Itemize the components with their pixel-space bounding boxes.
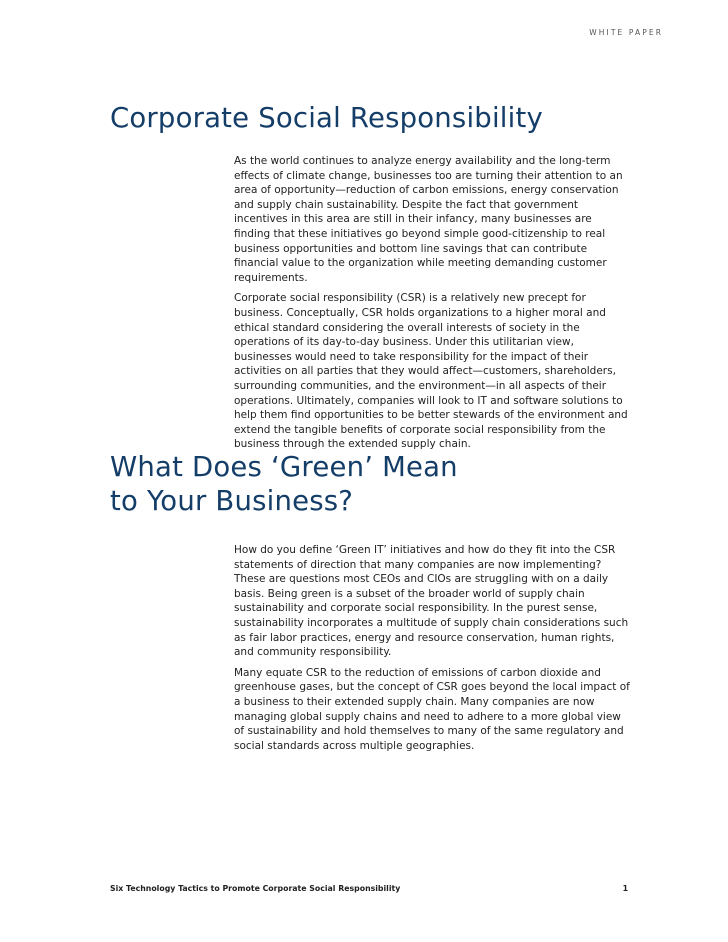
section-body-csr bbox=[234, 154, 630, 458]
section-body-green bbox=[234, 543, 630, 759]
document-type-label: WHITE PAPER bbox=[589, 28, 663, 37]
footer-title: Six Technology Tactics to Promote Corporate Social Responsibility bbox=[110, 884, 401, 893]
section-heading-green bbox=[110, 450, 458, 518]
paragraph: Corporate social responsibility (CSR) is a relatively new precept for business. Conceptually, CSR holds organizations to a higher moral and ethical standard considering the overall interests of society in the operations of its day-to-day business. Under this utilitarian view, businesses would need to take responsibility for the impact of their activities on all parties that they would affect—customers, shareholders, surrounding communities, and the environment—in all aspects of their operations. Ultimately, companies will look to IT and software solutions to help them find opportunities to be better stewards of the environment and extend the tangible benefits of corporate social responsibility from the business through the extended supply chain. bbox=[234, 292, 628, 451]
paragraph: How do you define ‘Green IT’ initiatives and how do they fit into the CSR statements of direction that many companies are now implementing? These are questions most CEOs and CIOs are struggling with on a daily basis. Being green is a subset of the broader world of supply chain sustainability and corporate social responsibility. In the purest sense, sustainability incorporates a multitude of supply chain considerations such as fair labor practices, energy and resource conservation, human rights, and community responsibility. bbox=[234, 544, 629, 659]
heading-line: to Your Business? bbox=[110, 485, 354, 517]
paragraph: As the world continues to analyze energy availability and the long-term effects of climate change, businesses too are turning their attention to an area of opportunity—reduction of carbon emissions, energy conservation and supply chain sustainability. Despite the fact that government incentives in this area are still in their infancy, many businesses are finding that these initiatives go beyond simple good-citizenship to real business opportunities and bottom line savings that can contribute financial value to the organization while meeting demanding customer requirements. bbox=[234, 155, 623, 284]
section-heading-csr: Corporate Social Responsibility bbox=[110, 102, 543, 134]
heading-line: What Does ‘Green’ Mean bbox=[110, 451, 458, 483]
page-number: 1 bbox=[622, 884, 628, 893]
paragraph: Many equate CSR to the reduction of emissions of carbon dioxide and greenhouse gases, but the concept of CSR goes beyond the local impact of a business to their extended supply chain. Many companies are now managing global supply chains and need to adhere to a more global view of sustainability and hold themselves to many of the same regulatory and social standards across multiple geographies. bbox=[234, 666, 630, 752]
